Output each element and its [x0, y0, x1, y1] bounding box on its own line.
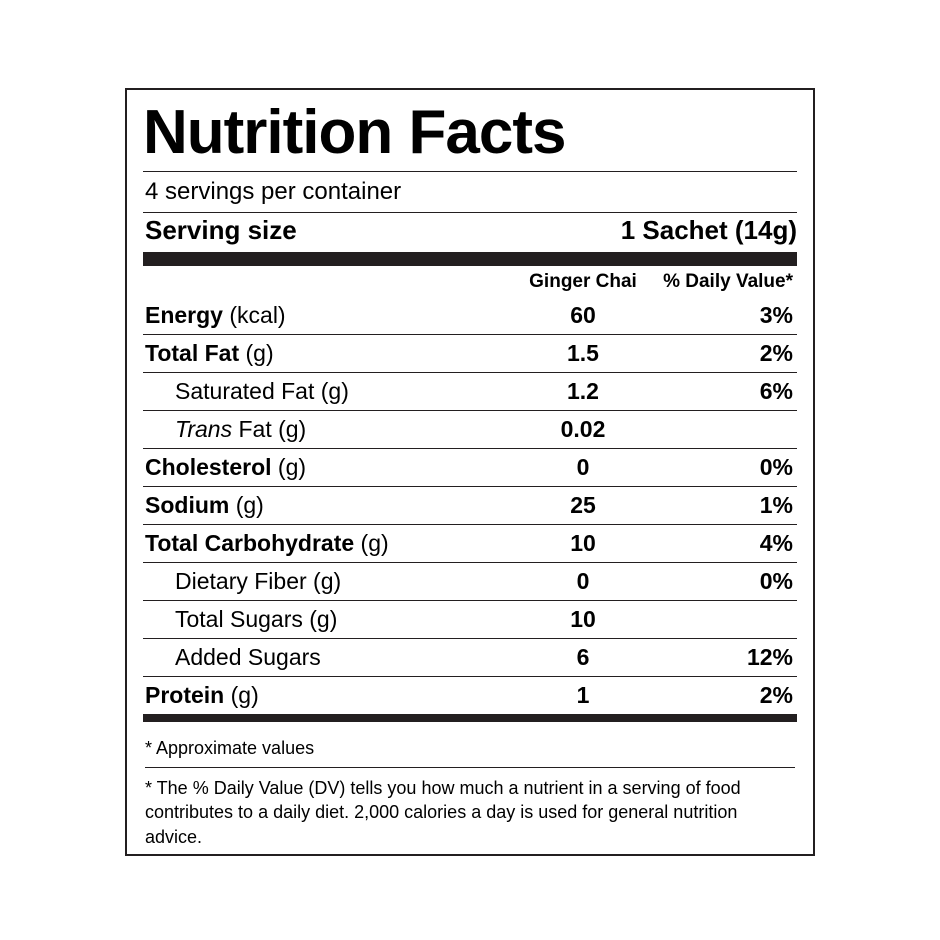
table-row	[143, 411, 797, 449]
nutrition-facts-content	[143, 100, 797, 849]
header-amount: Ginger Chai	[529, 271, 637, 293]
nutrient-dv: 3%	[658, 297, 797, 335]
nutrient-dv: 2%	[658, 335, 797, 373]
serving-size-row	[143, 213, 797, 252]
table-row	[143, 601, 797, 639]
nutrient-amount: 60	[508, 297, 658, 335]
nutrient-dv: 2%	[759, 682, 793, 709]
header-name	[143, 266, 508, 297]
nutrient-amount: 0.02	[508, 411, 658, 449]
table-row	[143, 373, 797, 411]
nutrient-name: Saturated Fat (g)	[143, 373, 508, 411]
table-header-row	[143, 266, 797, 297]
nutrient-amount: 10	[508, 601, 658, 639]
nutrient-amount: 1.5	[508, 335, 658, 373]
nutrient-dv: 0%	[658, 449, 797, 487]
servings-per-container: 4 servings per container	[145, 178, 402, 206]
nutrient-amount: 25	[508, 487, 658, 525]
nutrient-table-body	[143, 266, 797, 714]
footnote-daily-value: * The % Daily Value (DV) tells you how much a nutrient in a serving of food contributes to a daily diet. 2,000 calories a day is used for general nutrition advice.	[145, 778, 741, 847]
nutrient-name: Cholesterol (g)	[143, 449, 508, 487]
nutrient-dv: 12%	[658, 639, 797, 677]
footnotes	[143, 722, 797, 849]
nutrient-amount: 0	[508, 449, 658, 487]
table-row	[143, 487, 797, 525]
nutrient-amount: 10	[508, 525, 658, 563]
divider-heavy-bottom	[143, 714, 797, 722]
table-row	[143, 525, 797, 563]
nutrient-name: Protein (g)	[145, 682, 259, 709]
table-row	[143, 335, 797, 373]
nutrient-name: Added Sugars	[143, 639, 508, 677]
nutrient-name: Dietary Fiber (g)	[143, 563, 508, 601]
table-row	[143, 297, 797, 335]
nutrient-amount: 1	[576, 682, 590, 709]
table-row	[143, 677, 797, 715]
nutrient-dv	[658, 601, 797, 639]
nutrient-name: Total Fat (g)	[143, 335, 508, 373]
footnote-approximate: * Approximate values	[145, 738, 315, 759]
table-row	[143, 563, 797, 601]
header-daily-value: % Daily Value*	[663, 271, 793, 293]
nutrient-dv: 6%	[658, 373, 797, 411]
nutrition-facts-panel	[125, 88, 815, 856]
nutrient-name: Trans Fat (g)	[143, 411, 508, 449]
divider-heavy-top	[143, 252, 797, 266]
serving-size-value: 1 Sachet (14g)	[620, 215, 797, 246]
nutrient-name: Energy (kcal)	[143, 297, 508, 335]
nutrient-name: Total Sugars (g)	[143, 601, 508, 639]
nutrient-dv: 1%	[658, 487, 797, 525]
nutrient-amount: 0	[508, 563, 658, 601]
nutrient-table	[143, 266, 797, 714]
table-row	[143, 639, 797, 677]
nutrient-dv	[658, 411, 797, 449]
page-title: Nutrition Facts	[143, 98, 566, 167]
nutrient-name: Sodium (g)	[143, 487, 508, 525]
nutrient-amount: 6	[508, 639, 658, 677]
nutrient-amount: 1.2	[508, 373, 658, 411]
nutrient-dv: 4%	[658, 525, 797, 563]
serving-size-label: Serving size	[145, 215, 297, 246]
nutrient-dv: 0%	[658, 563, 797, 601]
table-row	[143, 449, 797, 487]
nutrient-name: Total Carbohydrate (g)	[143, 525, 508, 563]
